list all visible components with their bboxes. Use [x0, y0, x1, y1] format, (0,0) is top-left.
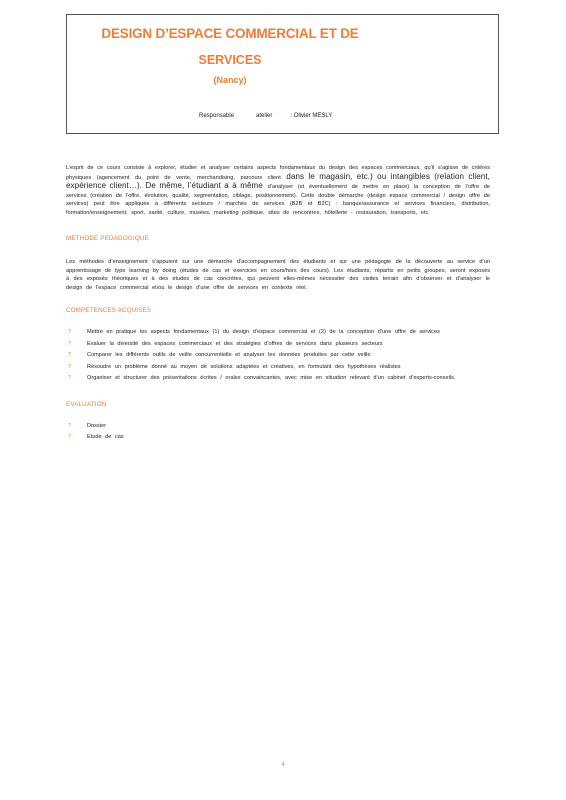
- competences-list: [66, 329, 490, 383]
- bullet-marker: ?: [68, 352, 72, 358]
- list-item: ? Comparer les différents outils de veille concurrentielle et analyser les données produites par cette veille: [68, 352, 371, 358]
- responsable-label: Responsable: [199, 113, 235, 119]
- intro-paragraph: [66, 164, 490, 217]
- list-item: ? Organiser et structurer des présentations écrites / orales convaincantes, avec mise en situation relevant d’un cabinet d’experts-conseils.: [68, 375, 456, 381]
- bullet-marker: ?: [68, 422, 72, 429]
- document-body: [66, 164, 490, 446]
- page-number: 4: [281, 762, 285, 768]
- bullet-marker: ?: [68, 363, 72, 370]
- methode-heading: METHODE PEDAGOGIQUE: [66, 235, 149, 242]
- list-item: ? Résoudre un problème donné au moyen de solutions adaptées et créatives, en formulant des hypothèses réalistes: [68, 363, 401, 370]
- course-title-continued: SERVICES: [198, 53, 262, 67]
- atelier-label: atelier: [256, 113, 273, 119]
- header-box: [66, 14, 499, 134]
- bullet-marker: ?: [68, 375, 72, 381]
- intro-text-part1: L’esprit de ce cours consiste à explorer, étudier et analyser certains aspects fondamentaux du design des espaces commerciaux, qu’il s’agisse de critères physiques (agencement du point de vente, merchandising, parcours client: [66, 165, 490, 181]
- course-location: (Nancy): [213, 75, 247, 85]
- list-item: ? Dossier: [68, 422, 106, 429]
- bullet-marker: ?: [68, 434, 72, 440]
- bullet-marker: ?: [68, 340, 72, 347]
- intro-text-large: dans le magasin, etc.) ou intangibles (relation client, expérience client…). De même, l’étudiant a à même: [66, 171, 491, 190]
- responsable-name: : Olivier MESLY: [290, 113, 333, 119]
- course-title: DESIGN D’ESPACE COMMERCIAL ET DE: [101, 26, 359, 41]
- list-item: ? Etude de cas: [68, 434, 124, 440]
- responsable-line: [199, 113, 332, 119]
- list-item: ? Mettre en pratique les aspects fondamentaux (1) du design d’espace commercial et (2) de la conception d’une offre de services: [68, 329, 440, 335]
- evaluation-list: [66, 423, 490, 442]
- bullet-marker: ?: [68, 329, 72, 335]
- evaluation-heading: EVALUATION: [66, 400, 107, 408]
- competences-heading: COMPETENCES ACQUISES: [66, 307, 152, 314]
- intro-text-part2: d’analyser (et éventuellement de mettre en place) la conception de l’offre de services (création de l’offre, évolution, qualité, segmentation, ciblage, positionnement). Cette double démarche (design espace commercial / design offre de services) peut être appliquée à différents secteurs / marchés de services (B2B et B2C) : banque/assurance et services financiers, distribution, formation/enseignement, sport, santé, culture, musées, marketing politique, sites de rencontres, hôtellerie - restauration, transports, etc.: [66, 184, 490, 216]
- methode-paragraph: Les méthodes d’enseignement s’appuient sur une démarche d’accompagnement des étudiants et sur une pédagogie de la découverte au service d’un apprentissage de type learning by doing (études de cas et exercices en cours/hors des cours). Les étudiants, répartis en petits groupes, seront exposés à des exposés théoriques et à des études de cas concrètes, qui peuvent elles-mêmes nécessiter des visites terrain afin d’observer et d’analyser le design de l’espace commercial et/ou le design d’une offre de services en contexte réel.: [66, 259, 490, 291]
- list-item: ? Evaluer la diversité des espaces commerciaux et des stratégies d’offres de services dans plusieurs secteurs: [68, 340, 383, 347]
